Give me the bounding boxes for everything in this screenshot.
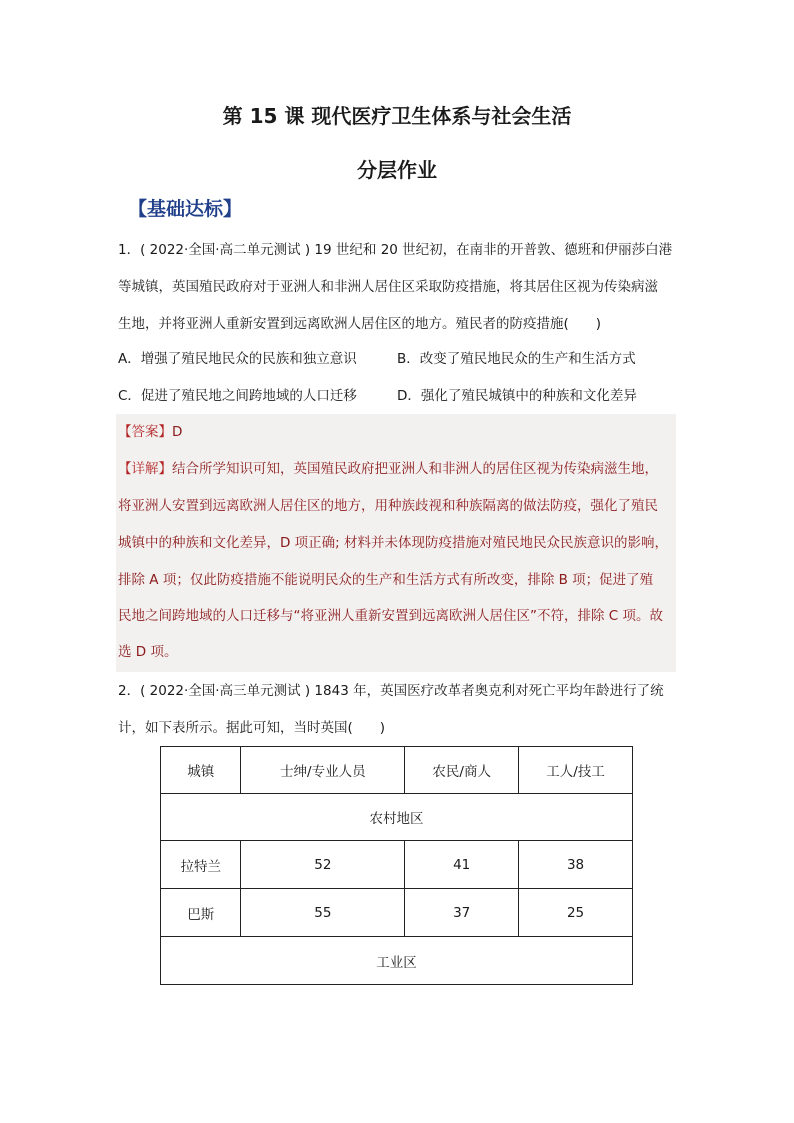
q1-option-a: A．增强了殖民地民众的民族和独立意识 <box>118 351 357 367</box>
table-cell: 55 <box>241 889 405 937</box>
table-cell: 37 <box>405 889 519 937</box>
table-section-industrial: 工业区 <box>161 937 633 985</box>
q1-stem-line-3: 生地，并将亚洲人重新安置到远离欧洲人居住区的地方。殖民者的防疫措施( ) <box>118 316 602 332</box>
table-header-cell: 士绅/专业人员 <box>241 747 405 794</box>
q1-detail-line-6: 选 D 项。 <box>118 644 178 660</box>
table-row <box>161 841 633 889</box>
q1-stem-line-2: 等城镇，英国殖民政府对于亚洲人和非洲人居住区采取防疫措施，将其居住区视为传染病滋 <box>118 279 658 295</box>
answer-value: D <box>172 424 183 440</box>
section-heading: 【基础达标】 <box>128 198 243 220</box>
table-section-row <box>161 937 633 985</box>
q1-detail-line-3: 城镇中的种族和文化差异，D 项正确; 材料并未体现防疫措施对殖民地民众民族意识的影响， <box>118 535 669 551</box>
table-cell: 52 <box>241 841 405 889</box>
table-section-row <box>161 794 633 841</box>
table-cell: 巴斯 <box>161 889 241 937</box>
q1-option-b: B．改变了殖民地民众的生产和生活方式 <box>397 351 636 367</box>
table-cell: 41 <box>405 841 519 889</box>
table-cell: 拉特兰 <box>161 841 241 889</box>
table-header-cell: 工人/技工 <box>519 747 633 794</box>
q1-option-c: C．促进了殖民地之间跨地域的人口迁移 <box>118 388 357 404</box>
q1-detail-line-4: 排除 A 项；仅此防疫措施不能说明民众的生产和生活方式有所改变，排除 B 项；促进了殖 <box>118 572 654 588</box>
answer-tag: 【答案】 <box>118 424 172 440</box>
table-header-row <box>161 747 633 794</box>
q2-stem-line-1: 2．( 2022·全国·高三单元测试 ) 1843 年，英国医疗改革者奥克利对死亡平均年龄进行了统 <box>118 683 664 699</box>
table-cell: 25 <box>519 889 633 937</box>
detail-tag: 【详解】 <box>118 461 172 477</box>
table-cell: 38 <box>519 841 633 889</box>
table-section-rural: 农村地区 <box>161 794 633 841</box>
q1-stem-line-1: 1．( 2022·全国·高二单元测试 ) 19 世纪和 20 世纪初，在南非的开普敦、德班和伊丽莎白港 <box>118 242 673 258</box>
q1-option-d: D．强化了殖民城镇中的种族和文化差异 <box>397 388 637 404</box>
q1-answer <box>118 420 182 440</box>
table-row <box>161 889 633 937</box>
q1-detail-line-5: 民地之间跨地域的人口迁移与“将亚洲人重新安置到远离欧洲人居住区”不符，排除 C 项。故 <box>118 608 663 624</box>
detail-text: 结合所学知识可知，英国殖民政府把亚洲人和非洲人的居住区视为传染病滋生地， <box>172 461 658 477</box>
mortality-table <box>160 746 633 985</box>
page-title: 第 15 课 现代医疗卫生体系与社会生活 <box>222 104 572 128</box>
q1-detail-line-1 <box>118 457 658 477</box>
table-header-cell: 城镇 <box>161 747 241 794</box>
q2-stem-line-2: 计，如下表所示。据此可知，当时英国( ) <box>118 720 386 736</box>
page-subtitle: 分层作业 <box>357 158 437 182</box>
q1-detail-line-2: 将亚洲人安置到远离欧洲人居住区的地方，用种族歧视和种族隔离的做法防疫，强化了殖民 <box>118 498 658 514</box>
table-header-cell: 农民/商人 <box>405 747 519 794</box>
